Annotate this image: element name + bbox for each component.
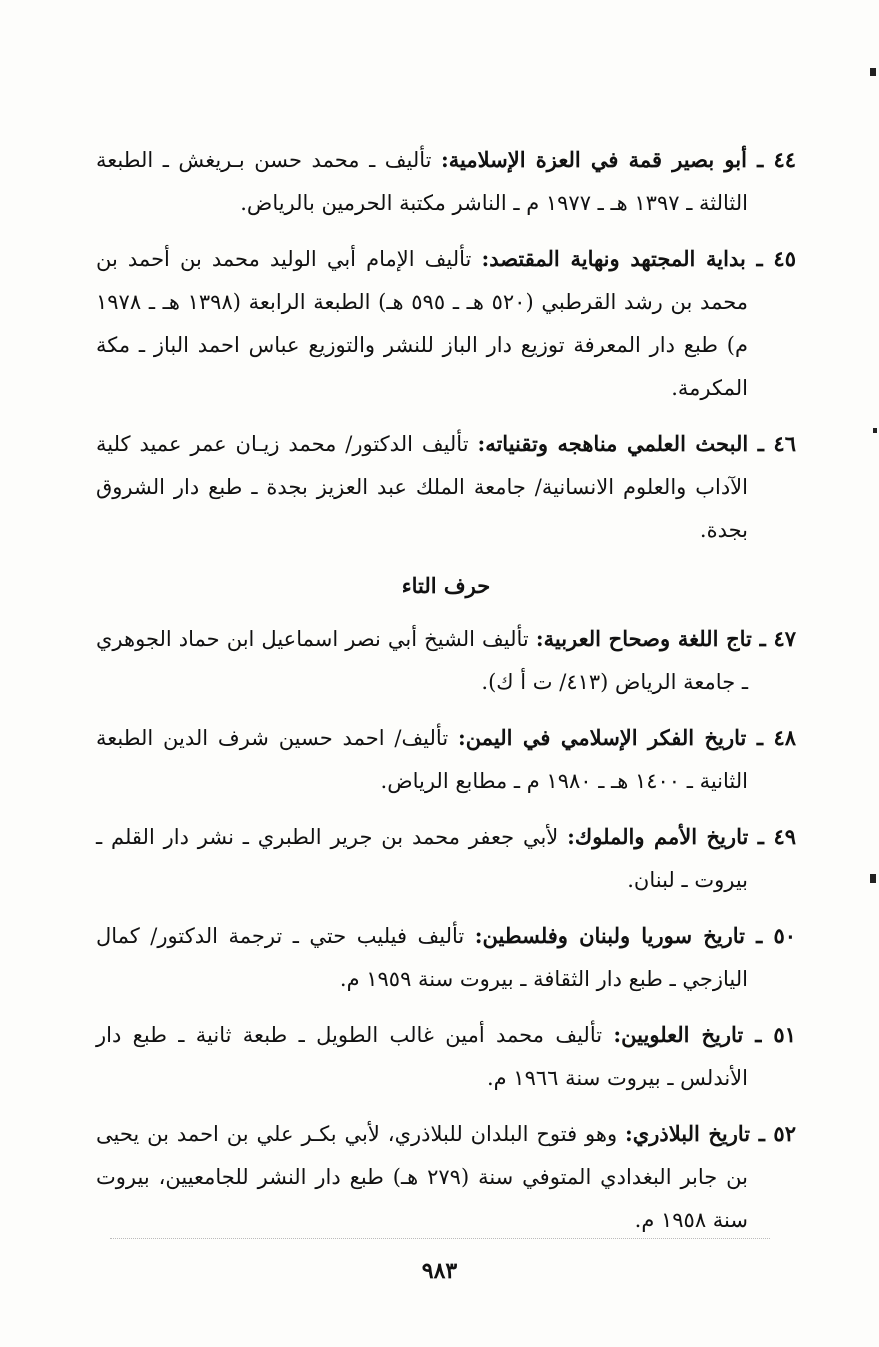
entry-number: ٤٦: [773, 431, 796, 456]
page-number: ٩٨٣: [421, 1258, 458, 1284]
entry-body: تأليف الشيخ أبي نصر اسماعيل ابن حماد الجوهري ـ جامعة الرياض (٤١٣/ ت أ ك).: [96, 627, 748, 694]
bibliography-entry-49: ٤٩ ـ تاريخ الأمم والملوك: لأبي جعفر محمد بن جرير الطبري ـ نشر دار القلم ـ بيروت ـ لبنان.: [96, 824, 796, 892]
scan-mark: [870, 874, 876, 883]
bibliography-entry-45: ٤٥ ـ بداية المجتهد ونهاية المقتصد: تأليف الإمام أبي الوليد محمد بن أحمد بن محمد بن رشد القرطبي (٥٢٠ هـ ـ ٥٩٥ هـ) الطبعة الرابعة (١٣٩٨ هـ ـ ١٩٧٨ م) طبع دار المعرفة توزيع دار الباز للنشر والتوزيع عباس احمد الباز ـ مكة المكرمة.: [96, 246, 796, 400]
footer-divider: [110, 1238, 770, 1239]
entry-number: ٤٨: [773, 725, 796, 750]
entry-title: البحث العلمي مناهجه وتقنياته:: [477, 431, 749, 456]
bibliography-entry-47: ٤٧ ـ تاج اللغة وصحاح العربية: تأليف الشيخ أبي نصر اسماعيل ابن حماد الجوهري ـ جامعة الرياض (٤١٣/ ت أ ك).: [96, 626, 796, 694]
entry-title: تاريخ الأمم والملوك:: [567, 824, 749, 849]
bibliography-content: [96, 138, 796, 1254]
entry-body: تأليف الدكتور/ محمد زيـان عمر عميد كلية الآداب والعلوم الانسانية/ جامعة الملك عبد العزيز بجدة ـ طبع دار الشروق بجدة.: [96, 432, 748, 542]
scan-mark: [870, 68, 876, 76]
entry-number: ٥٠: [773, 923, 797, 948]
entry-title: بداية المجتهد ونهاية المقتصد:: [481, 246, 746, 271]
entry-body: تأليف ـ محمد حسن بـريغش ـ الطبعة الثالثة ـ ١٣٩٧ هـ ـ ١٩٧٧ م ـ الناشر مكتبة الحرمين بالرياض.: [96, 148, 748, 215]
entry-body: تأليف فيليب حتي ـ ترجمة الدكتور/ كمال اليازجي ـ طبع دار الثقافة ـ بيروت سنة ١٩٥٩ م.: [96, 924, 748, 991]
bibliography-entry-48: ٤٨ ـ تاريخ الفكر الإسلامي في اليمن: تأليف/ احمد حسين شرف الدين الطبعة الثانية ـ ١٤٠٠ هـ ـ ١٩٨٠ م ـ مطابع الرياض.: [96, 725, 796, 793]
entry-number: ٤٥: [773, 246, 796, 271]
bibliography-entry-44: ٤٤ ـ أبو بصير قمة في العزة الإسلامية: تأليف ـ محمد حسن بـريغش ـ الطبعة الثالثة ـ ١٣٩٧ هـ ـ ١٩٧٧ م ـ الناشر مكتبة الحرمين بالرياض.: [96, 147, 796, 215]
entry-number: ٥٢: [773, 1121, 796, 1146]
entry-title: تاج اللغة وصحاح العربية:: [535, 626, 752, 651]
bibliography-entry-46: ٤٦ ـ البحث العلمي مناهجه وتقنياته: تأليف الدكتور/ محمد زيـان عمر عميد كلية الآداب والعلوم الانسانية/ جامعة الملك عبد العزيز بجدة ـ طبع دار الشروق بجدة.: [96, 431, 796, 542]
entry-body: لأبي جعفر محمد بن جرير الطبري ـ نشر دار القلم ـ بيروت ـ لبنان.: [96, 825, 748, 892]
section-heading: حرف التاء: [401, 573, 491, 598]
entry-body: وهو فتوح البلدان للبلاذري، لأبي بكـر علي بن احمد بن يحيى بن جابر البغدادي المتوفي سنة (٢٧٩ هـ) طبع دار النشر للجامعيين، بيروت سنة ١٩٥٨ م.: [96, 1122, 748, 1232]
entry-body: تأليف محمد أمين غالب الطويل ـ طبعة ثانية ـ طبع دار الأندلس ـ بيروت سنة ١٩٦٦ م.: [96, 1023, 748, 1090]
bibliography-entry-52: ٥٢ ـ تاريخ البلاذري: وهو فتوح البلدان للبلاذري، لأبي بكـر علي بن احمد بن يحيى بن جابر البغدادي المتوفي سنة (٢٧٩ هـ) طبع دار النشر للجامعيين، بيروت سنة ١٩٥٨ م.: [96, 1121, 796, 1232]
entry-number: ٥١: [773, 1022, 796, 1047]
entry-title: تاريخ سوريا ولبنان وفلسطين:: [474, 923, 746, 948]
entry-number: ٤٤: [773, 147, 796, 172]
entry-title: تاريخ البلاذري:: [625, 1121, 751, 1146]
entry-body: تأليف/ احمد حسين شرف الدين الطبعة الثانية ـ ١٤٠٠ هـ ـ ١٩٨٠ م ـ مطابع الرياض.: [96, 726, 748, 793]
entry-number: ٤٩: [773, 824, 796, 849]
entry-body: تأليف الإمام أبي الوليد محمد بن أحمد بن محمد بن رشد القرطبي (٥٢٠ هـ ـ ٥٩٥ هـ) الطبعة الرابعة (١٣٩٨ هـ ـ ١٩٧٨ م) طبع دار المعرفة توزيع دار الباز للنشر والتوزيع عباس احمد الباز ـ مكة المكرمة.: [96, 247, 749, 400]
entry-title: تاريخ العلويين:: [613, 1022, 744, 1047]
entry-title: أبو بصير قمة في العزة الإسلامية:: [441, 147, 747, 172]
bibliography-entry-50: ٥٠ ـ تاريخ سوريا ولبنان وفلسطين: تأليف فيليب حتي ـ ترجمة الدكتور/ كمال اليازجي ـ طبع دار الثقافة ـ بيروت سنة ١٩٥٩ م.: [96, 923, 797, 991]
bibliography-entry-51: ٥١ ـ تاريخ العلويين: تأليف محمد أمين غالب الطويل ـ طبعة ثانية ـ طبع دار الأندلس ـ بيروت سنة ١٩٦٦ م.: [96, 1022, 796, 1090]
scan-mark: [873, 428, 877, 433]
entry-title: تاريخ الفكر الإسلامي في اليمن:: [458, 725, 747, 750]
entry-number: ٤٧: [773, 626, 796, 651]
